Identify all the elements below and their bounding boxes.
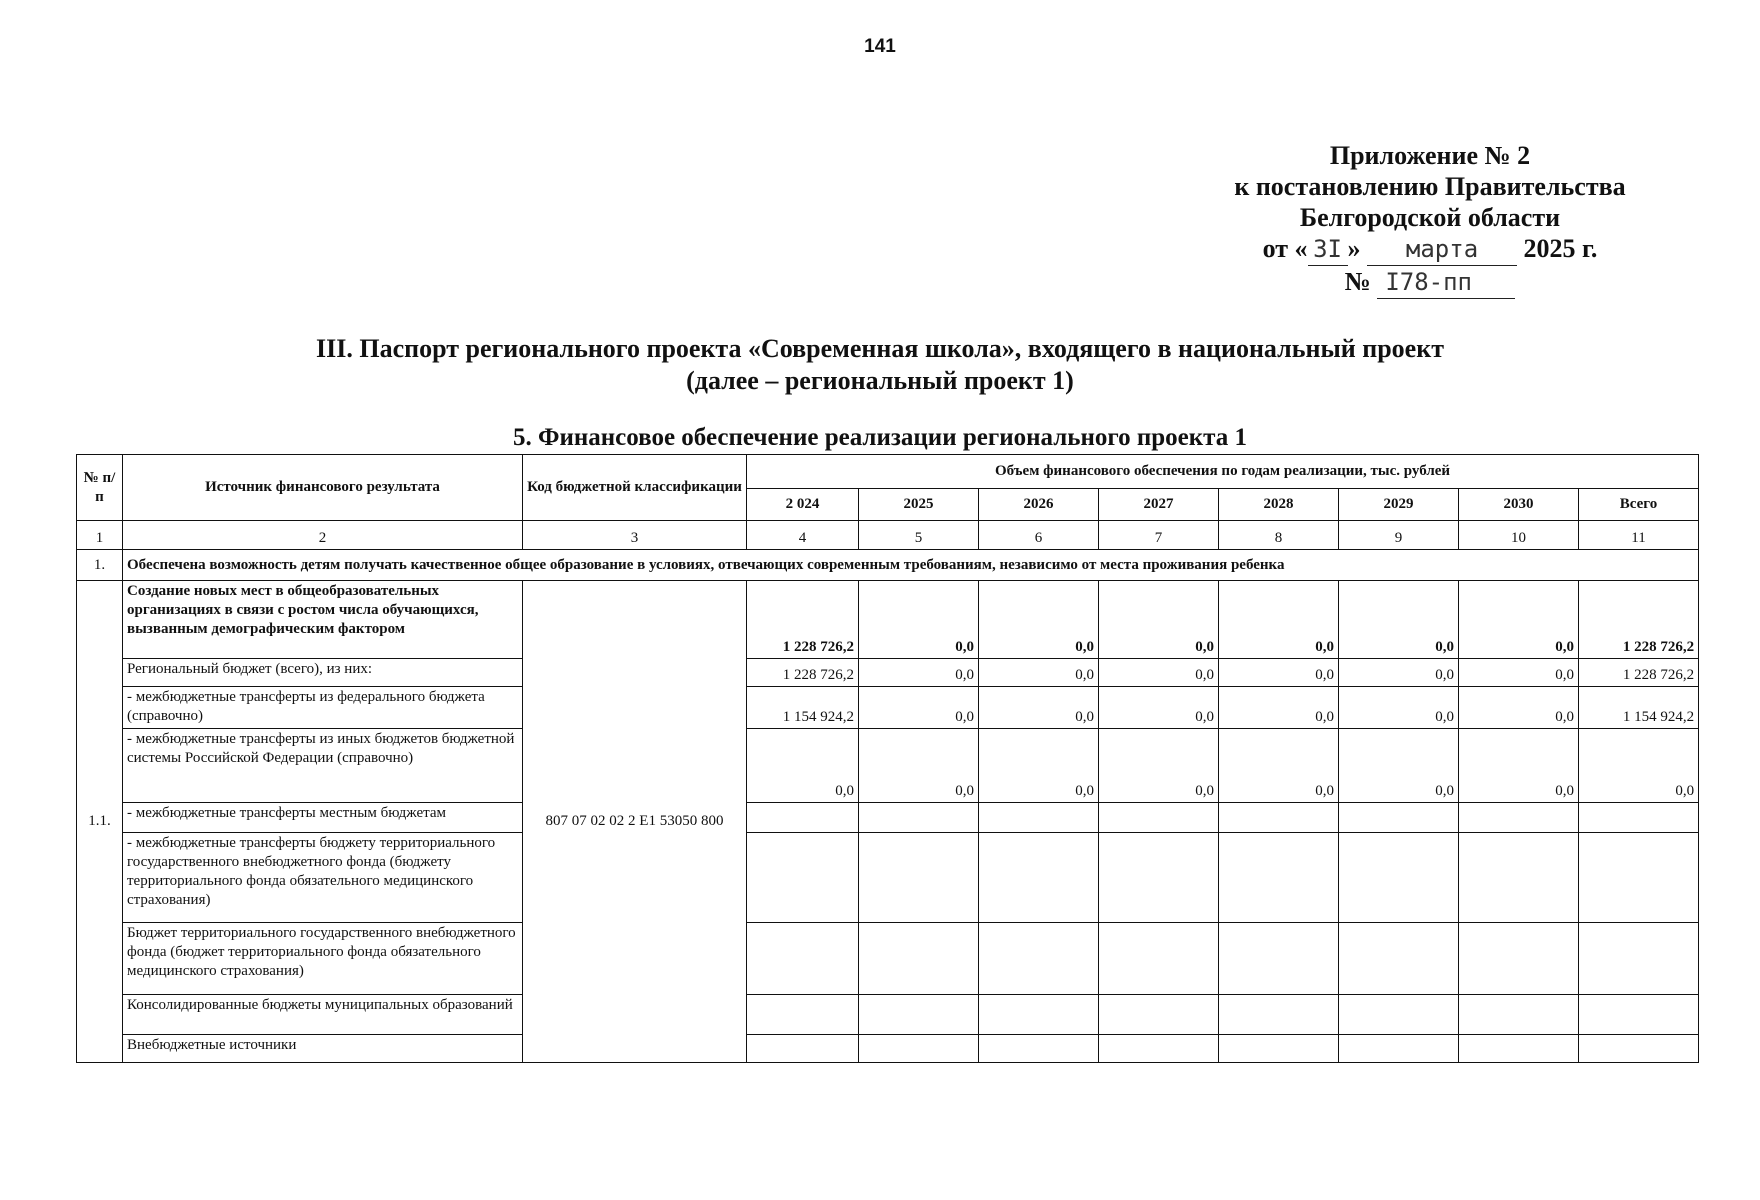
- value-cell: 0,0: [1459, 659, 1579, 687]
- row-label: - межбюджетные трансферты бюджету территориального государственного внебюджетного фонда (бюджету территориального фонда обязательного медицинского страхования): [123, 833, 523, 923]
- value-cell: [1339, 803, 1459, 833]
- date-month: марта: [1367, 234, 1517, 266]
- value-cell: 0,0: [1339, 659, 1459, 687]
- value-cell: [1099, 923, 1219, 995]
- value-cell: 0,0: [1339, 687, 1459, 729]
- value-cell: 0,0: [1219, 687, 1339, 729]
- value-cell: [1579, 923, 1699, 995]
- value-cell: 0,0: [1099, 581, 1219, 659]
- value-cell: [1459, 995, 1579, 1035]
- header-code: Код бюджетной классификации: [523, 455, 747, 521]
- row-label: - межбюджетные трансферты из федерального бюджета (справочно): [123, 687, 523, 729]
- page-number: 141: [864, 36, 896, 57]
- value-cell: 0,0: [979, 659, 1099, 687]
- column-number: 2: [123, 521, 523, 550]
- value-cell: 0,0: [1099, 729, 1219, 803]
- value-cell: [1219, 833, 1339, 923]
- value-cell: 1 154 924,2: [1579, 687, 1699, 729]
- header-year: 2027: [1099, 489, 1219, 521]
- column-number: 3: [523, 521, 747, 550]
- date-prefix: от «: [1262, 234, 1308, 263]
- header-year: 2028: [1219, 489, 1339, 521]
- number-prefix: №: [1344, 267, 1371, 296]
- header-source: Источник финансового результата: [123, 455, 523, 521]
- value-cell: 0,0: [1339, 581, 1459, 659]
- date-day: 3I: [1308, 234, 1348, 266]
- table-row: [77, 833, 1699, 923]
- value-cell: 1 228 726,2: [1579, 659, 1699, 687]
- value-cell: [747, 923, 859, 995]
- document-title-line-2: (далее – региональный проект 1): [686, 366, 1074, 395]
- table-row: [77, 803, 1699, 833]
- value-cell: [859, 1035, 979, 1063]
- value-cell: [979, 923, 1099, 995]
- value-cell: [1099, 803, 1219, 833]
- value-cell: [1459, 833, 1579, 923]
- value-cell: 0,0: [859, 659, 979, 687]
- document-title-line-1: III. Паспорт регионального проекта «Современная школа», входящего в национальный проект: [316, 334, 1444, 363]
- column-number: 4: [747, 521, 859, 550]
- document-number: I78-пп: [1377, 267, 1515, 299]
- goal-row: [77, 550, 1699, 581]
- header-year: 2030: [1459, 489, 1579, 521]
- goal-num: 1.: [77, 550, 123, 581]
- value-cell: [1579, 1035, 1699, 1063]
- value-cell: [1219, 923, 1339, 995]
- document-title: [0, 333, 1760, 397]
- value-cell: [859, 803, 979, 833]
- section-title: 5. Финансовое обеспечение реализации регионального проекта 1: [512, 424, 1248, 451]
- table-row: [77, 729, 1699, 803]
- value-cell: 0,0: [1459, 581, 1579, 659]
- table-row: [77, 581, 1699, 659]
- column-number: 10: [1459, 521, 1579, 550]
- value-cell: 0,0: [1099, 687, 1219, 729]
- value-cell: [979, 803, 1099, 833]
- value-cell: [859, 995, 979, 1035]
- value-cell: [1339, 995, 1459, 1035]
- value-cell: [1219, 803, 1339, 833]
- table-row: [77, 1035, 1699, 1063]
- value-cell: 0,0: [859, 729, 979, 803]
- column-number: 7: [1099, 521, 1219, 550]
- header-year: 2029: [1339, 489, 1459, 521]
- value-cell: [1339, 833, 1459, 923]
- value-cell: 1 228 726,2: [747, 581, 859, 659]
- value-cell: 0,0: [1459, 687, 1579, 729]
- row-label: Бюджет территориального государственного внебюджетного фонда (бюджет территориального фонда обязательного медицинского страхования): [123, 923, 523, 995]
- financing-table: [76, 454, 1699, 1063]
- value-cell: 0,0: [1339, 729, 1459, 803]
- value-cell: [1579, 833, 1699, 923]
- header-volume: Объем финансового обеспечения по годам реализации, тыс. рублей: [747, 455, 1699, 489]
- row-label: Консолидированные бюджеты муниципальных образований: [123, 995, 523, 1035]
- value-cell: 0,0: [747, 729, 859, 803]
- header-year: 2025: [859, 489, 979, 521]
- value-cell: 0,0: [979, 687, 1099, 729]
- value-cell: 0,0: [1579, 729, 1699, 803]
- value-cell: [1099, 995, 1219, 1035]
- value-cell: [1099, 833, 1219, 923]
- column-number: 6: [979, 521, 1099, 550]
- appendix-title: Приложение № 2: [1329, 141, 1531, 170]
- value-cell: [747, 803, 859, 833]
- value-cell: [979, 833, 1099, 923]
- value-cell: [1339, 923, 1459, 995]
- column-number: 5: [859, 521, 979, 550]
- value-cell: [979, 1035, 1099, 1063]
- value-cell: [747, 1035, 859, 1063]
- value-cell: [1219, 1035, 1339, 1063]
- column-number: 11: [1579, 521, 1699, 550]
- value-cell: 1 228 726,2: [1579, 581, 1699, 659]
- header-year: 2026: [979, 489, 1099, 521]
- row-label: Региональный бюджет (всего), из них:: [123, 659, 523, 687]
- appendix-line-2: к постановлению Правительства: [1234, 172, 1626, 201]
- appendix-line-3: Белгородской области: [1299, 203, 1561, 232]
- appendix-number: [1200, 266, 1660, 299]
- appendix-block: [1200, 140, 1660, 299]
- value-cell: 1 154 924,2: [747, 687, 859, 729]
- appendix-date: [1200, 233, 1660, 266]
- goal-text: Обеспечена возможность детям получать качественное общее образование в условиях, отвечающих современным требованиям, независимо от места проживания ребенка: [123, 550, 1699, 581]
- column-number: 8: [1219, 521, 1339, 550]
- value-cell: [1459, 1035, 1579, 1063]
- value-cell: 0,0: [979, 581, 1099, 659]
- header-num: № п/п: [77, 455, 123, 521]
- value-cell: 0,0: [979, 729, 1099, 803]
- value-cell: [859, 833, 979, 923]
- item-num: 1.1.: [77, 581, 123, 1063]
- table-row: [77, 687, 1699, 729]
- row-label: Создание новых мест в общеобразовательных организациях в связи с ростом числа обучающихся, вызванным демографическим фактором: [123, 581, 523, 659]
- value-cell: [1219, 995, 1339, 1035]
- table-row: [77, 923, 1699, 995]
- table-row: [77, 995, 1699, 1035]
- value-cell: [1459, 923, 1579, 995]
- header-total: Всего: [1579, 489, 1699, 521]
- value-cell: [979, 995, 1099, 1035]
- value-cell: 0,0: [859, 687, 979, 729]
- value-cell: [1579, 995, 1699, 1035]
- value-cell: 0,0: [1459, 729, 1579, 803]
- value-cell: 1 228 726,2: [747, 659, 859, 687]
- row-label: Внебюджетные источники: [123, 1035, 523, 1063]
- value-cell: 0,0: [1219, 581, 1339, 659]
- value-cell: [859, 923, 979, 995]
- value-cell: [1099, 1035, 1219, 1063]
- value-cell: [1339, 1035, 1459, 1063]
- value-cell: 0,0: [1219, 729, 1339, 803]
- table-row: [77, 659, 1699, 687]
- column-number-row: [77, 521, 1699, 550]
- value-cell: 0,0: [859, 581, 979, 659]
- value-cell: 0,0: [1219, 659, 1339, 687]
- budget-code: 807 07 02 02 2 E1 53050 800: [523, 581, 747, 1063]
- value-cell: [747, 995, 859, 1035]
- value-cell: [1579, 803, 1699, 833]
- column-number: 1: [77, 521, 123, 550]
- column-number: 9: [1339, 521, 1459, 550]
- value-cell: [1459, 803, 1579, 833]
- row-label: - межбюджетные трансферты местным бюджетам: [123, 803, 523, 833]
- header-year: 2 024: [747, 489, 859, 521]
- date-year: 2025 г.: [1523, 234, 1598, 263]
- value-cell: 0,0: [1099, 659, 1219, 687]
- date-mid: »: [1347, 234, 1361, 263]
- row-label: - межбюджетные трансферты из иных бюджетов бюджетной системы Российской Федерации (справочно): [123, 729, 523, 803]
- value-cell: [747, 833, 859, 923]
